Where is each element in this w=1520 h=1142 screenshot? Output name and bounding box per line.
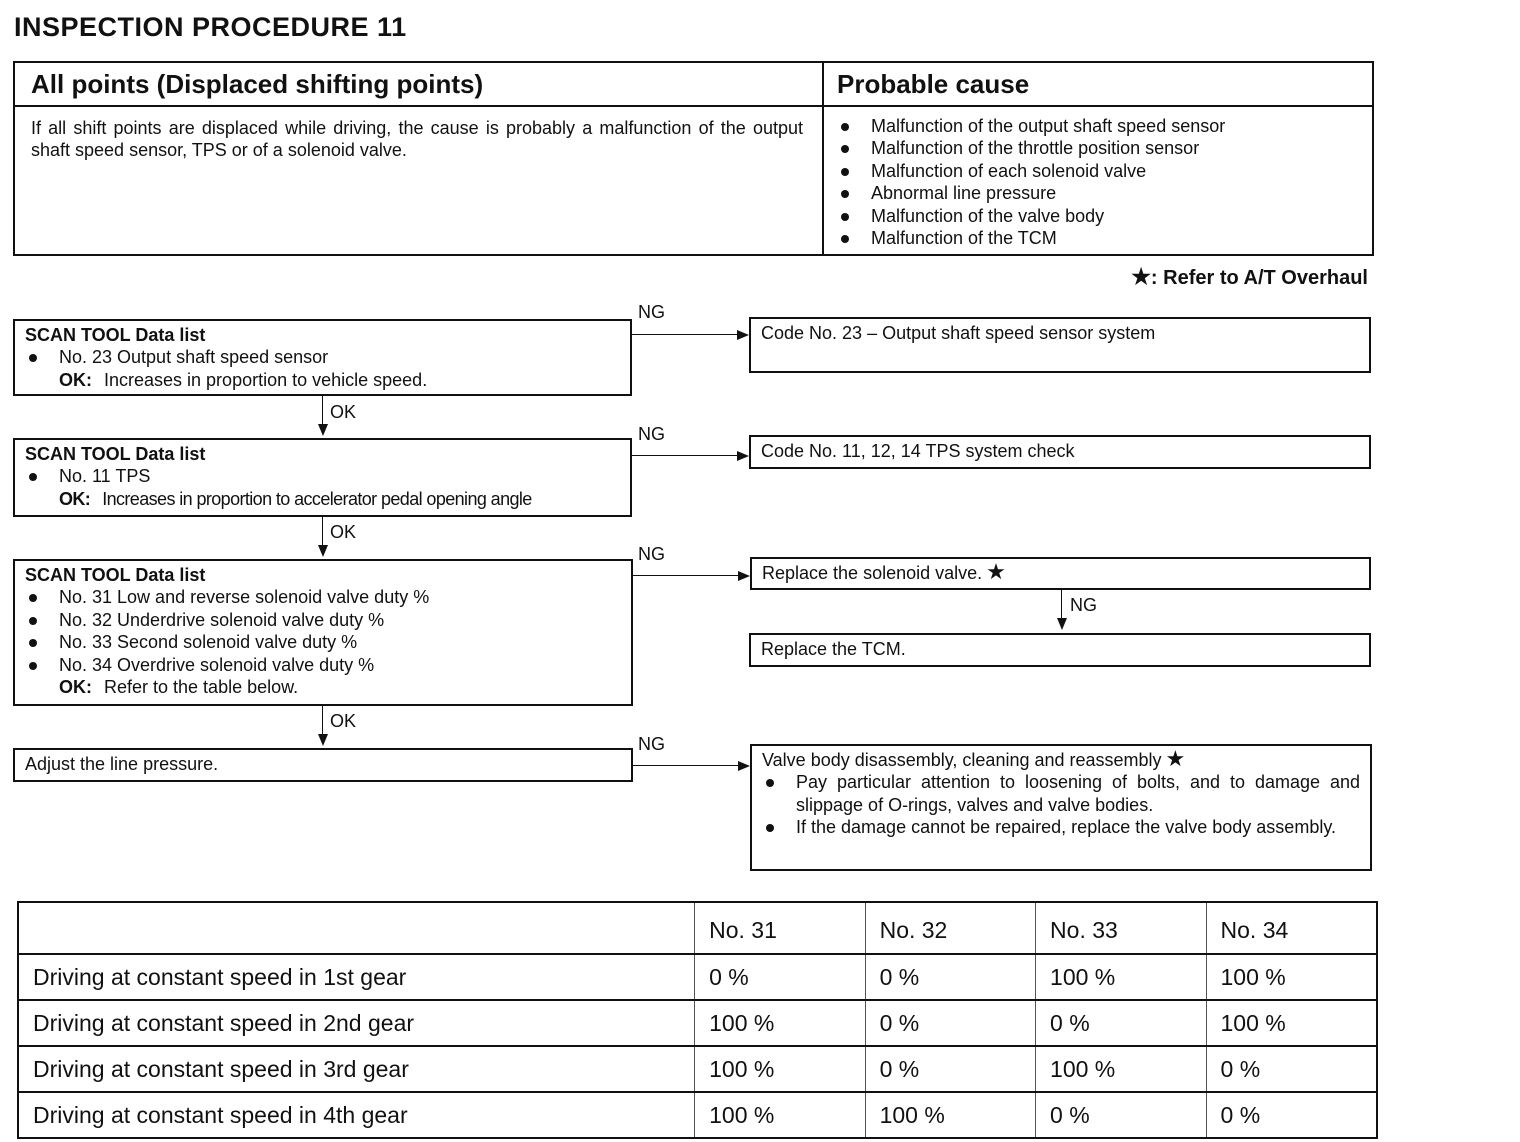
- table-header-cell: No. 34: [1206, 902, 1377, 954]
- ok-label: OK: [330, 522, 357, 542]
- cause-item: Malfunction of the throttle position sensor: [837, 137, 1225, 159]
- cause-item: Abnormal line pressure: [837, 182, 1225, 204]
- table-cell: Driving at constant speed in 4th gear: [18, 1092, 695, 1138]
- flow-step-item: No. 33 Second solenoid valve duty %: [25, 631, 621, 653]
- solenoid-duty-table: [17, 901, 1378, 1139]
- table-cell: 100 %: [1206, 954, 1377, 1000]
- overhaul-reference-note: [1131, 264, 1368, 290]
- flow-step-item: No. 31 Low and reverse solenoid valve duty %: [25, 586, 621, 608]
- cause-item: Malfunction of the output shaft speed sensor: [837, 115, 1225, 137]
- table-header-cell: No. 31: [695, 902, 865, 954]
- table-row: [18, 1046, 1377, 1092]
- table-cell: 0 %: [1036, 1000, 1206, 1046]
- table-header-cell: [18, 902, 695, 954]
- arrow-right-icon: [737, 330, 749, 340]
- flow-step-item: No. 32 Underdrive solenoid valve duty %: [25, 609, 621, 631]
- ok-label: OK: [330, 402, 357, 422]
- table-cell: 0 %: [865, 1000, 1035, 1046]
- table-cell: 0 %: [1206, 1046, 1377, 1092]
- cause-item: Malfunction of the valve body: [837, 205, 1225, 227]
- flow-step-title: SCAN TOOL Data list: [25, 444, 206, 464]
- table-cell: 0 %: [695, 954, 865, 1000]
- arrow-down-icon: [318, 734, 328, 746]
- table-cell: 100 %: [1206, 1000, 1377, 1046]
- arrow-down-icon: [318, 545, 328, 557]
- table-cell: 0 %: [1036, 1092, 1206, 1138]
- table-header-cell: No. 33: [1036, 902, 1206, 954]
- summary-table: [13, 61, 1374, 256]
- flow-step-2-box: [13, 438, 632, 517]
- ng-label: NG: [638, 544, 665, 564]
- step-2-ng-result: Code No. 11, 12, 14 TPS system check: [749, 435, 1371, 469]
- ng-label: NG: [638, 734, 665, 754]
- table-cell: Driving at constant speed in 3rd gear: [18, 1046, 695, 1092]
- ok-label: OK:: [59, 369, 92, 390]
- ok-label: OK:: [59, 488, 91, 509]
- table-cell: 100 %: [1036, 954, 1206, 1000]
- ok-label: OK: [330, 711, 357, 731]
- flow-step-item: If the damage cannot be repaired, replace the valve body assembly.: [762, 816, 1360, 838]
- star-icon: ★: [1131, 264, 1151, 289]
- arrow-right-icon: [738, 571, 750, 581]
- ok-label: OK:: [59, 677, 92, 698]
- table-row: [18, 1000, 1377, 1046]
- star-icon: ★: [986, 559, 1006, 584]
- flow-step-item: No. 23 Output shaft speed sensor: [25, 346, 620, 368]
- flow-step-item: No. 11 TPS: [25, 465, 620, 487]
- symptom-description: If all shift points are displaced while driving, the cause is probably a malfunction of the output shaft speed sensor, TPS or of a solenoid valve.: [31, 118, 803, 160]
- step-1-ng-result: Code No. 23 – Output shaft speed sensor system: [749, 317, 1371, 373]
- flow-step-title: SCAN TOOL Data list: [25, 565, 206, 585]
- ng-label: NG: [638, 424, 665, 444]
- reference-note-text: : Refer to A/T Overhaul: [1150, 267, 1368, 289]
- cause-item: Malfunction of the TCM: [837, 227, 1225, 249]
- ng-label: NG: [1070, 595, 1097, 615]
- flow-step-1-box: [13, 319, 632, 396]
- ok-criterion: Refer to the table below.: [104, 677, 299, 698]
- arrow-right-icon: [737, 451, 749, 461]
- arrow-right-icon: [738, 761, 750, 771]
- table-cell: Driving at constant speed in 2nd gear: [18, 1000, 695, 1046]
- table-cell: 100 %: [695, 1000, 865, 1046]
- ok-criterion: Increases in proportion to accelerator pedal opening angle: [102, 488, 532, 509]
- symptom-heading: All points (Displaced shifting points): [31, 69, 484, 99]
- flow-step-3-box: [13, 559, 633, 706]
- probable-cause-list: [837, 115, 1225, 249]
- star-icon: ★: [1165, 746, 1186, 771]
- table-cell: Driving at constant speed in 1st gear: [18, 954, 695, 1000]
- flow-step-item: Pay particular attention to loosening of bolts, and to damage and slippage of O-rings, valves and valve bodies.: [762, 771, 1360, 816]
- table-cell: 100 %: [695, 1092, 865, 1138]
- table-cell: 100 %: [1036, 1046, 1206, 1092]
- flow-step-item: No. 34 Overdrive solenoid valve duty %: [25, 654, 621, 676]
- table-row: [18, 954, 1377, 1000]
- page-title: INSPECTION PROCEDURE 11: [14, 12, 407, 42]
- cause-item: Malfunction of each solenoid valve: [837, 160, 1225, 182]
- table-row: [18, 1092, 1377, 1138]
- step-4-ng-result: Valve body disassembly, cleaning and reassembly ★ Pay particular attention to loosening of bolts, and to damage and slippage of O-rings, valves and valve bodies. If the damage cannot be repaired, replace the valve body assembly.: [750, 744, 1372, 871]
- step-3-ng-result-2: Replace the TCM.: [749, 633, 1371, 667]
- table-cell: 0 %: [1206, 1092, 1377, 1138]
- arrow-down-icon: [318, 424, 328, 436]
- table-cell: 100 %: [865, 1092, 1035, 1138]
- table-header-row: [18, 902, 1377, 954]
- probable-cause-heading: Probable cause: [837, 69, 1030, 99]
- ok-criterion: Increases in proportion to vehicle speed.: [104, 369, 428, 390]
- table-header-cell: No. 32: [865, 902, 1035, 954]
- step-3-ng-result: Replace the solenoid valve. ★: [750, 557, 1371, 590]
- arrow-down-icon: [1057, 618, 1067, 630]
- ng-label: NG: [638, 302, 665, 322]
- table-cell: 0 %: [865, 954, 1035, 1000]
- flow-step-title: SCAN TOOL Data list: [25, 325, 206, 345]
- table-cell: 100 %: [695, 1046, 865, 1092]
- flow-step-4-box: Adjust the line pressure.: [13, 748, 633, 782]
- table-cell: 0 %: [865, 1046, 1035, 1092]
